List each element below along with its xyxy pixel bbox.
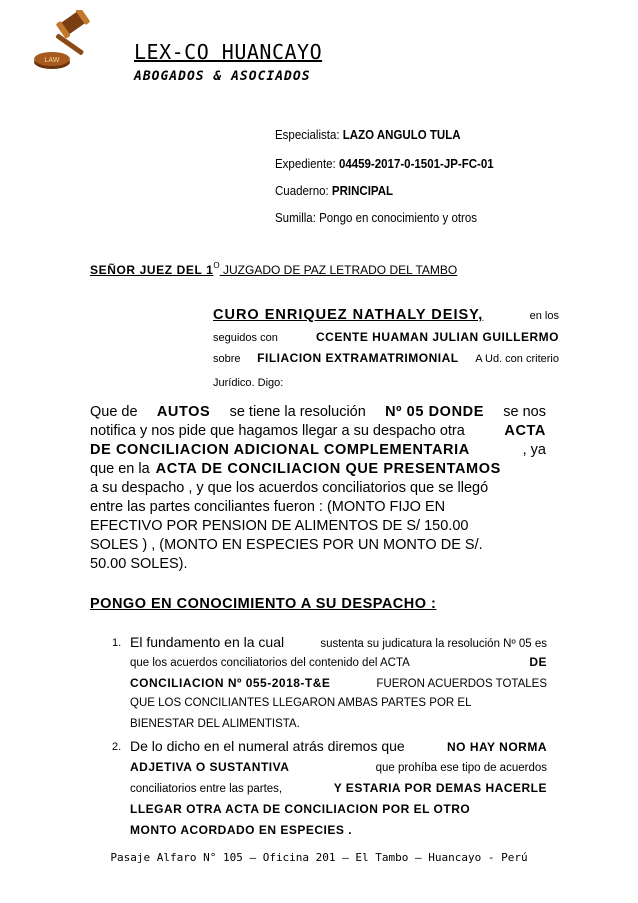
item-2-line-2: ADJETIVA O SUSTANTIVA que prohíba ese tipo de acuerdos: [130, 760, 547, 774]
logo-text: LAW: [44, 57, 60, 64]
body-line-2: notifica y nos pide que hagamos llegar a su despacho otra ACTA: [90, 423, 546, 439]
gavel-logo: [30, 10, 100, 72]
item-2-line-5: MONTO ACORDADO EN ESPECIES .: [130, 823, 353, 837]
meta-expediente: Expediente: 04459-2017-0-1501-JP-FC-01: [275, 157, 494, 171]
item-2-line-1: De lo dicho en el numeral atrás diremos que NO HAY NORMA: [130, 738, 547, 754]
item-1-number: 1.: [112, 637, 122, 649]
party-seguidos-line: seguidos con CCENTE HUAMAN JULIAN GUILLERMO: [213, 330, 559, 344]
firm-name: LEX-CO HUANCAYO: [134, 40, 323, 64]
item-1-line-4: QUE LOS CONCILIANTES LLEGARON AMBAS PARTES POR EL: [130, 697, 472, 709]
item-1-line-2: que los acuerdos conciliatorios del contenido del ACTA DE: [130, 655, 547, 669]
item-2-line-3: conciliatorios entre las partes, Y ESTARIA POR DEMAS HACERLE: [130, 781, 547, 795]
body-line-3: DE CONCILIACION ADICIONAL COMPLEMENTARIA , ya: [90, 442, 546, 458]
body-line-6: entre las partes conciliantes fueron : (MONTO FIJO EN: [90, 499, 446, 515]
body-line-5: a su despacho , y que los acuerdos conciliatorios que se llegó: [90, 480, 489, 496]
party-juridico-line: Jurídico. Digo:: [213, 377, 284, 389]
section-heading: PONGO EN CONOCIMIENTO A SU DESPACHO :: [90, 596, 437, 612]
body-line-7: EFECTIVO POR PENSION DE ALIMENTOS DE S/ 150.00: [90, 518, 469, 534]
item-2-line-4: LLEGAR OTRA ACTA DE CONCILIACION POR EL OTRO: [130, 802, 471, 816]
item-1-line-1: El fundamento en la cual sustenta su judicatura la resolución Nº 05 es: [130, 634, 547, 650]
addressee: SEÑOR JUEZ DEL $1^O$ JUZGADO DE PAZ LETRADO DEL TAMBO: [90, 261, 458, 277]
gavel-icon: [55, 10, 90, 56]
item-1-line-3: CONCILIACION Nº 055-2018-T&E FUERON ACUERDOS TOTALES: [130, 676, 547, 690]
firm-subtitle: ABOGADOS & ASOCIADOS: [134, 69, 311, 84]
meta-especialista: Especialista: LAZO ANGULO TULA: [275, 128, 461, 142]
body-line-9: 50.00 SOLES).: [90, 556, 188, 572]
body-line-1: Que de AUTOS se tiene la resolución Nº 05 DONDE se nos: [90, 404, 546, 420]
party-sobre-line: sobre FILIACION EXTRAMATRIMONIAL A Ud. con criterio: [213, 351, 559, 365]
body-line-4: que en la ACTA DE CONCILIACION QUE PRESENTAMOS: [90, 461, 501, 477]
item-2-number: 2.: [112, 741, 122, 753]
meta-sumilla: Sumilla: Pongo en conocimiento y otros: [275, 211, 478, 225]
item-1-line-5: BIENESTAR DEL ALIMENTISTA.: [130, 718, 300, 730]
meta-cuaderno: Cuaderno: PRINCIPAL: [275, 184, 394, 198]
party-name-line: CURO ENRIQUEZ NATHALY DEISY, en los: [213, 307, 559, 323]
footer-address: Pasaje Alfaro N° 105 – Oficina 201 – El Tambo – Huancayo - Perú: [110, 851, 528, 864]
body-line-8: SOLES ) , (MONTO EN ESPECIES POR UN MONTO DE S/.: [90, 537, 483, 553]
